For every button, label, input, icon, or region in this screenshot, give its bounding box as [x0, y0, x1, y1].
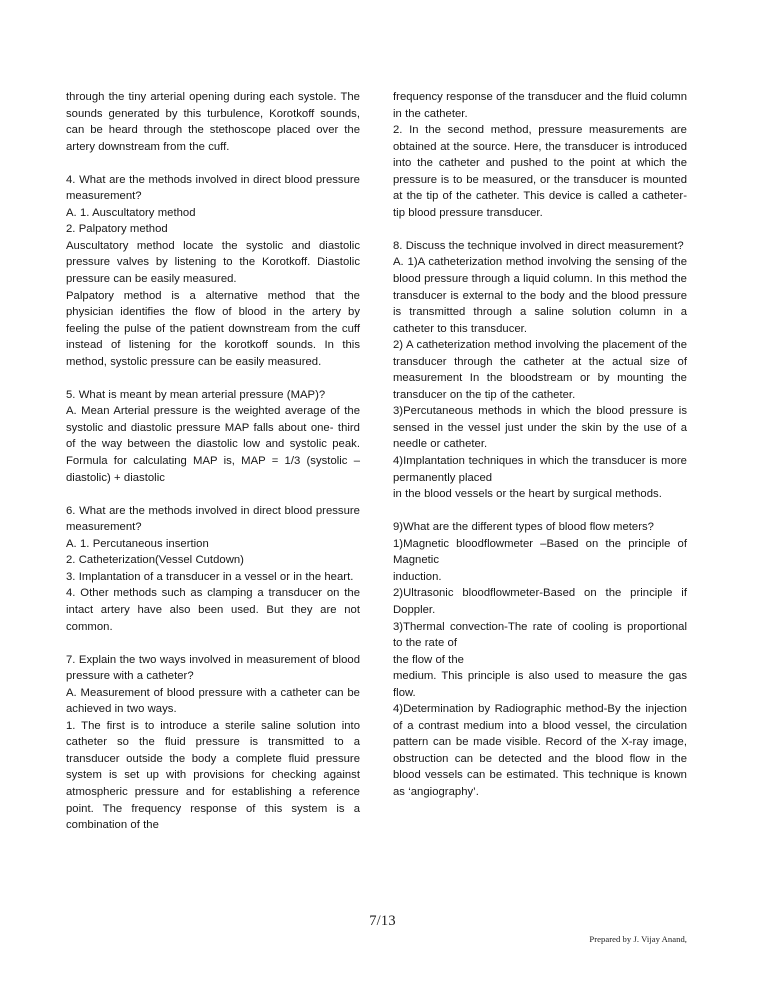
paragraph-q9-answer-1b: induction.	[393, 570, 442, 583]
paragraph-q7-answer-intro: A. Measurement of blood pressure with a catheter can be achieved in two ways.	[66, 686, 360, 716]
paragraph-q8-answer-4b: in the blood vessels or the heart by surgical methods.	[393, 488, 662, 501]
paragraph-q9-answer-2: 2)Ultrasonic bloodflowmeter-Based on the principle if Doppler.	[393, 587, 687, 616]
paragraph-q9-answer-3c: medium. This principle is also used to measure the gas flow.	[393, 670, 687, 699]
right-text-column	[393, 89, 687, 801]
left-text-column	[66, 89, 360, 834]
paragraph-q6-answer-1: A. 1. Percutaneous insertion	[66, 537, 209, 550]
paragraph-q6-answer-2: 2. Catheterization(Vessel Cutdown)	[66, 554, 244, 567]
paragraph-q7-answer-2: 2. In the second method, pressure measurements are obtained at the source. Here, the transducer is introduced into the catheter and pushed to the point at which the pressure is to be measured, or the transducer is mounted at the tip of the catheter. This device is called a catheter-tip blood pressure transducer.	[393, 124, 687, 219]
paragraph-q4-answer-2: 2. Palpatory method	[66, 223, 168, 236]
paragraph-q6-question: 6. What are the methods involved in direct blood pressure measurement?	[66, 504, 360, 534]
paragraph-q8-answer-1: A. 1)A catheterization method involving the sensing of the blood pressure through a liquid column. In this method the transducer is external to the body and the blood pressure is transmitted through a saline solution column in a catheter to this transducer.	[393, 256, 687, 335]
two-column-body	[66, 89, 687, 834]
paragraph-q9-answer-1: 1)Magnetic bloodflowmeter –Based on the principle of Magnetic	[393, 537, 687, 567]
paragraph-q9-answer-3: 3)Thermal convection-The rate of cooling is proportional to the rate of	[393, 620, 687, 650]
paragraph-q4-answer-4: Palpatory method is a alternative method that the physician identifies the flow of blood in the artery by feeling the pulse of the patient downstream from the cuff instead of listening for the korotkoff sounds. In this method, systolic pressure can be easily measured.	[66, 289, 360, 368]
paragraph-q4-answer-1: A. 1. Auscultatory method	[66, 206, 196, 219]
paragraph-r1-continued: frequency response of the transducer and the fluid column in the catheter.	[393, 91, 687, 120]
paragraph-q8-answer-2: 2) A catheterization method involving the placement of the transducer through the catheter at the actual size of measurement In the bloodstream or by mounting the transducer on the tip of the catheter.	[393, 339, 687, 401]
paragraph-q7-answer-1: 1. The first is to introduce a sterile saline solution into catheter so the fluid pressure is transmitted to a transducer outside the body a complete fluid pressure system is set up with provisions for checking against atmospheric pressure and for establishing a reference point. The frequency response of this system is a combination of the	[66, 719, 360, 832]
paragraph-q7-question: 7. Explain the two ways involved in measurement of blood pressure with a catheter?	[66, 653, 360, 683]
page-number: 7/13	[369, 913, 396, 929]
paragraph-q8-answer-3: 3)Percutaneous methods in which the blood pressure is sensed in the vessel just under the skin by the use of a needle or catheter.	[393, 405, 687, 451]
paragraph-q9-answer-4: 4)Determination by Radiographic method-By the injection of a contrast medium into a blood vessel, the circulation pattern can be made visible. Record of the X-ray image, obstruction can be detected and the blood flow in the blood vessels can be estimated. This technique is known as ‘angiography’.	[393, 703, 687, 798]
prepared-by-credit: Prepared by J. Vijay Anand,	[589, 934, 687, 944]
paragraph-q8-answer-4: 4)Implantation techniques in which the transducer is more permanently placed	[393, 455, 687, 484]
paragraph-q4-answer-3: Auscultatory method locate the systolic and diastolic pressure valves by listening to the Korotkoff. Diastolic pressure can be easily measured.	[66, 239, 360, 286]
paragraph-q5-answer: A. Mean Arterial pressure is the weighted average of the systolic and diastolic pressure MAP falls about one- third of the way between the diastolic low and systolic peak. Formula for calculating MAP is, MAP = 1/3 (systolic –diastolic) + diastolic	[66, 405, 360, 484]
paragraph-q4-question: 4. What are the methods involved in direct blood pressure measurement?	[66, 173, 360, 203]
paragraph-p1: through the tiny arterial opening during each systole. The sounds generated by this turbulence, Korotkoff sounds, can be heard through the stethoscope placed over the artery downstream from the cuff.	[66, 91, 360, 153]
paragraph-q8-question: 8. Discuss the technique involved in direct measurement?	[393, 239, 684, 252]
paragraph-q9-question: 9)What are the different types of blood flow meters?	[393, 521, 654, 534]
paragraph-q6-answer-4: 4. Other methods such as clamping a transducer on the intact artery have also been used. But they are not common.	[66, 587, 360, 633]
paragraph-q5-question: 5. What is meant by mean arterial pressure (MAP)?	[66, 388, 326, 401]
paragraph-q6-answer-3: 3. Implantation of a transducer in a vessel or in the heart.	[66, 570, 354, 583]
paragraph-q9-answer-3b: the flow of the	[393, 653, 464, 666]
